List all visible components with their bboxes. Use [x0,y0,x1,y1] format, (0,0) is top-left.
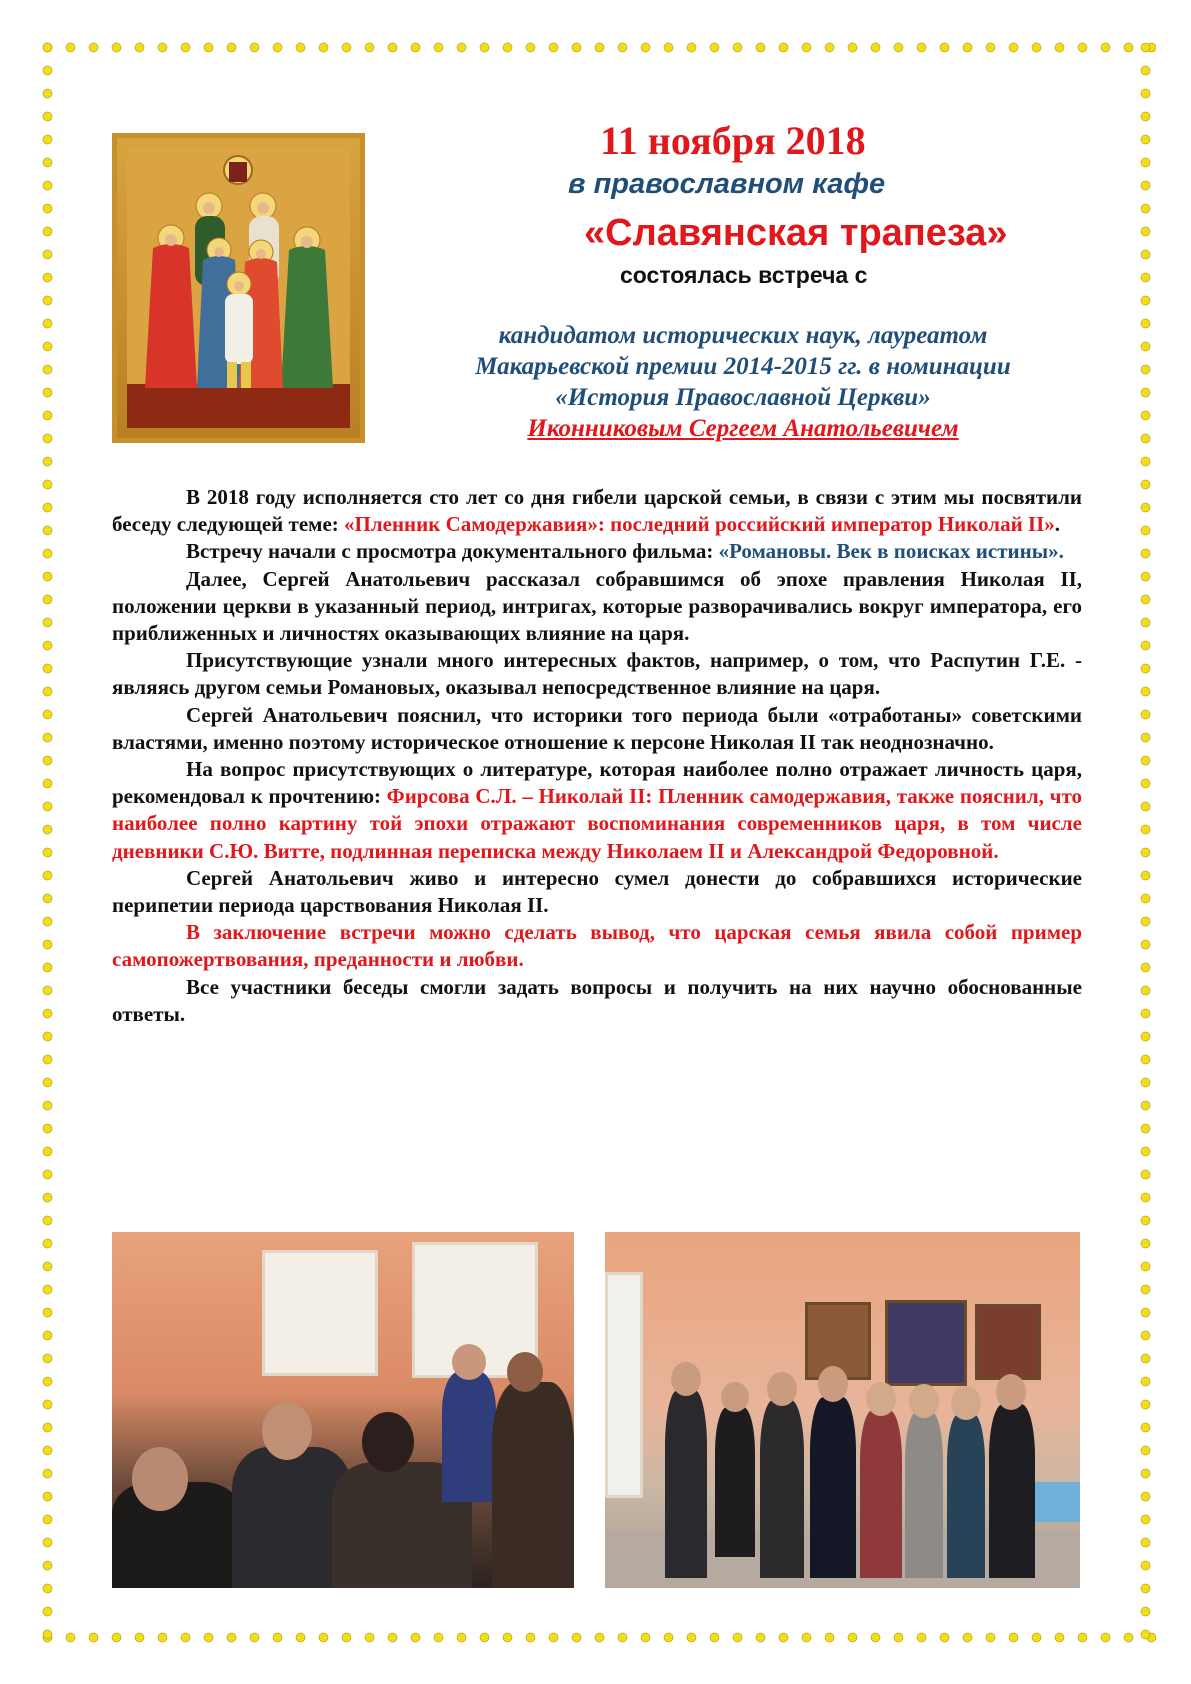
group-head [721,1382,749,1412]
paragraph-6 [112,756,1082,865]
group-person [860,1410,902,1578]
group-head [671,1362,701,1396]
group-head [909,1384,939,1418]
wall-painting [885,1300,967,1386]
paragraph-2-film-title: «Романовы. Век в поисках истины». [718,539,1064,564]
paragraph-6-text: На вопрос присутствующих о литературе, которая наиболее полно отражает личность царя, рекомендовал к прочтению: [112,757,1082,809]
guest-line-2: Макарьевской премии 2014-2015 гг. в номинации [475,353,1011,380]
group-person [947,1414,985,1578]
group-person [810,1397,856,1578]
star-border-left [36,36,58,1648]
group-person [905,1412,943,1578]
group-person [989,1404,1035,1578]
group-person [760,1400,804,1578]
group-head [866,1382,896,1416]
paragraph-1-text: В 2018 году исполняется сто лет со дня гибели царской семьи, в связи с этим мы посвятили беседу следующей теме: [112,485,1082,537]
paragraph-2 [112,538,1082,565]
paragraph-1 [112,484,1082,538]
event-place-subtitle: в православном кафе [568,168,886,200]
meeting-caption: состоялась встреча с [620,262,868,288]
group-photo [605,1232,1080,1588]
article-body [112,484,1082,1028]
event-date-title: 11 ноября 2018 [600,118,866,163]
paragraph-3: Далее, Сергей Анатольевич рассказал собравшимся об эпохе правления Николая II, положении церкви в указанный период, интригах, которые разворачивались вокруг императора, его приближенных и личностях оказывающих влияние на царя. [112,566,1082,646]
paragraph-1-topic: «Пленник Самодержавия»: последний российский император Николай II» [344,512,1055,537]
blue-table [1035,1482,1080,1522]
group-head [818,1366,848,1402]
photo-door [605,1272,643,1498]
paragraph-1-end: . [1054,512,1061,537]
star-border-right [1134,36,1156,1648]
paragraph-4: Присутствующие узнали много интересных фактов, например, о том, что Распутин Г.Е. - являясь другом семьи Романовых, оказывал непосредственное влияние на царя. [112,648,1082,700]
group-person [715,1407,755,1557]
guest-name: Иконниковым Сергеем Анатольевичем [527,415,959,442]
guest-line-3: «История Православной Церкви» [555,384,931,411]
guest-description [398,320,1088,444]
paragraph-5: Сергей Анатольевич пояснил, что историки того периода были «отработаны» советскими властями, именно поэтому историческое отношение к персоне Николая II так неоднозначно. [112,702,1082,754]
star-border-top [36,36,1156,58]
audience-head [452,1344,486,1380]
audience-head [362,1412,414,1472]
group-head [951,1386,981,1420]
cafe-name-title: «Славянская трапеза» [584,212,1008,254]
group-person [665,1390,707,1578]
group-head [767,1372,797,1406]
paragraph-2-text: Встречу начали с просмотра документального фильма: [186,539,719,564]
wall-painting [975,1304,1041,1380]
royal-family-icon-image [112,133,365,443]
audience-head [507,1352,543,1392]
guest-line-1: кандидатом исторических наук, лауреатом [498,322,988,349]
audience-person [442,1372,496,1502]
photo-window [262,1250,378,1376]
paragraph-9: Все участники беседы смогли задать вопросы и получить на них научно обоснованные ответы. [112,974,1082,1026]
paragraph-7: Сергей Анатольевич живо и интересно сумел донести до собравшихся исторические перипетии периода царствования Николая II. [112,865,1082,918]
audience-photo [112,1232,574,1588]
audience-person [492,1382,574,1588]
audience-head [262,1402,312,1460]
star-border-bottom [36,1626,1156,1648]
paragraph-8-conclusion: В заключение встречи можно сделать вывод, что царская семья явила собой пример самопожертвования, преданности и любви. [112,920,1082,972]
audience-head [132,1447,188,1511]
paragraph-6-literature: Фирсова С.Л. – Николай II: Пленник самодержавия, также пояснил, что наиболее полно картину той эпохи отражают воспоминания современников царя, в том числе дневники С.Ю. Витте, подлинная переписка между Николаем II и Александрой Федоровной. [112,784,1082,863]
group-head [996,1374,1026,1410]
